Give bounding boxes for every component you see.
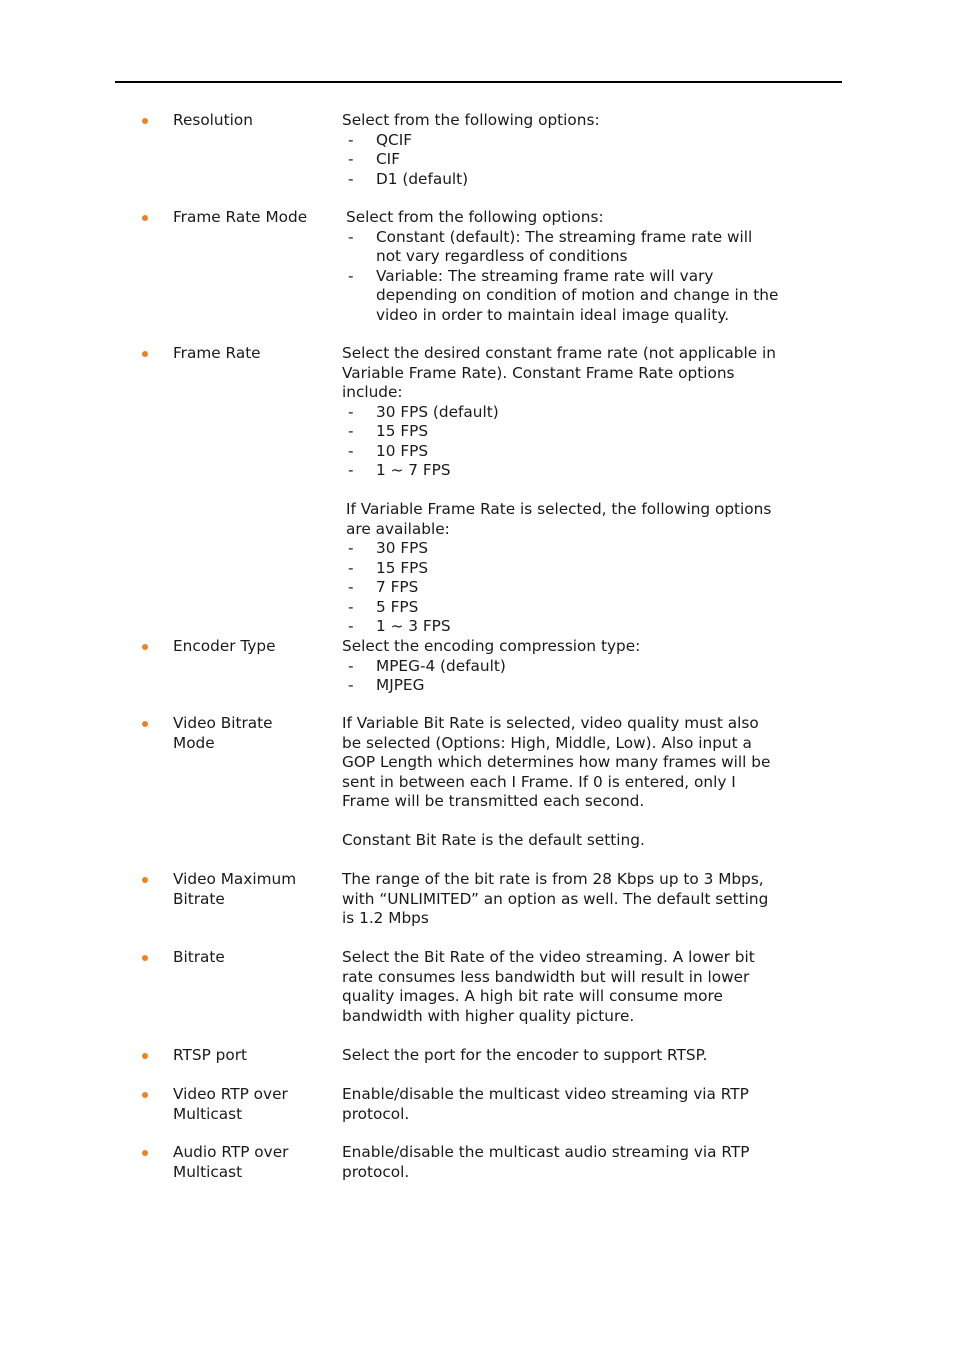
option-list-item — [342, 657, 812, 677]
description-paragraph — [342, 714, 812, 812]
description-line: If Variable Frame Rate is selected, the following options — [346, 500, 772, 518]
description-line: be selected (Options: High, Middle, Low). Also input a — [342, 733, 752, 752]
description-line: is 1.2 Mbps — [342, 909, 429, 927]
term-line: Bitrate — [173, 948, 225, 966]
option-line: - 30 FPS (default) — [376, 402, 499, 421]
option-line: depending on condition of motion and change in the — [376, 286, 779, 304]
description-line: sent in between each I Frame. If 0 is entered, only I — [342, 772, 736, 791]
bullet-icon — [142, 351, 148, 357]
term-label — [173, 870, 333, 909]
term-line: Video Maximum — [173, 870, 297, 888]
term-line: Audio RTP over — [173, 1143, 289, 1161]
option-list-item — [342, 442, 812, 462]
bullet-icon — [142, 118, 148, 124]
option-line: - MPEG-4 (default) — [376, 656, 506, 675]
bullet-icon — [142, 877, 148, 883]
option-list-item — [342, 422, 812, 442]
option-list-item — [342, 150, 812, 170]
term-line: Multicast — [173, 1104, 243, 1123]
description-line: The range of the bit rate is from 28 Kbps up to 3 Mbps, — [342, 870, 764, 888]
option-line: - 30 FPS — [376, 539, 429, 557]
description-line: quality images. A high bit rate will consume more — [342, 987, 723, 1005]
option-list-item — [342, 578, 812, 598]
term-line: Video Bitrate — [173, 714, 273, 732]
description-line: include: — [342, 383, 403, 401]
term-description — [342, 1046, 812, 1066]
option-line: not vary regardless of conditions — [376, 247, 628, 265]
description-line: Enable/disable the multicast audio streaming via RTP — [342, 1143, 750, 1161]
description-line: with “UNLIMITED” an option as well. The default setting — [342, 889, 769, 908]
term-label — [173, 637, 333, 657]
bullet-icon — [142, 215, 148, 221]
option-list-item — [342, 617, 812, 637]
term-line: Frame Rate — [173, 344, 261, 362]
option-line: - D1 (default) — [376, 169, 469, 188]
option-list-item — [342, 267, 812, 326]
bullet-icon — [142, 1150, 148, 1156]
term-line: Resolution — [173, 111, 253, 129]
description-line: Select from the following options: — [346, 208, 604, 226]
description-line: Enable/disable the multicast video streaming via RTP — [342, 1085, 749, 1103]
description-paragraph — [342, 1143, 812, 1182]
term-description — [342, 111, 812, 189]
description-line: GOP Length which determines how many frames will be — [342, 753, 771, 771]
option-line: - MJPEG — [376, 676, 425, 694]
term-label — [173, 344, 333, 364]
option-line: video in order to maintain ideal image quality. — [376, 305, 730, 324]
term-description — [342, 870, 812, 929]
term-line: Encoder Type — [173, 637, 276, 655]
option-line: - 15 FPS — [376, 422, 429, 440]
term-label — [173, 1046, 333, 1066]
bullet-icon — [142, 644, 148, 650]
description-paragraph — [342, 637, 812, 657]
option-line: - 1 ~ 7 FPS — [376, 461, 451, 479]
description-line: Constant Bit Rate is the default setting. — [342, 831, 645, 849]
bullet-icon — [142, 1053, 148, 1059]
option-line: - 10 FPS — [376, 441, 429, 460]
description-line: Select the encoding compression type: — [342, 637, 641, 655]
description-paragraph — [342, 1046, 812, 1066]
term-description — [342, 637, 812, 696]
term-description — [342, 344, 812, 637]
term-line: Bitrate — [173, 889, 225, 908]
description-line: Select from the following options: — [342, 111, 600, 129]
bullet-icon — [142, 955, 148, 961]
option-list-item — [342, 676, 812, 696]
description-line: Select the Bit Rate of the video streaming. A lower bit — [342, 948, 755, 966]
option-line: - 15 FPS — [376, 558, 429, 577]
term-description — [342, 1085, 812, 1124]
bullet-icon — [142, 1092, 148, 1098]
option-list-item — [342, 539, 812, 559]
option-list-item — [342, 403, 812, 423]
description-line: Frame will be transmitted each second. — [342, 792, 645, 810]
description-paragraph — [342, 870, 812, 929]
description-line: rate consumes less bandwidth but will result in lower — [342, 967, 750, 986]
term-label — [173, 111, 333, 131]
header-rule — [115, 81, 842, 83]
option-list-item — [342, 131, 812, 151]
option-line: - QCIF — [376, 130, 413, 149]
description-line: bandwidth with higher quality picture. — [342, 1006, 635, 1025]
bullet-icon — [142, 721, 148, 727]
option-line: - 5 FPS — [376, 597, 419, 616]
description-paragraph — [342, 111, 812, 131]
option-line: - Variable: The streaming frame rate will vary — [376, 266, 714, 285]
description-paragraph — [342, 208, 812, 228]
term-label — [173, 1143, 333, 1182]
option-line: - CIF — [376, 150, 400, 168]
term-line: RTSP port — [173, 1046, 248, 1064]
description-line: protocol. — [342, 1162, 410, 1181]
term-line: Frame Rate Mode — [173, 208, 308, 226]
term-label — [173, 208, 333, 228]
option-list-item — [342, 228, 812, 267]
description-line: protocol. — [342, 1104, 410, 1123]
term-description — [342, 714, 812, 851]
option-list-item — [342, 170, 812, 190]
description-line: Select the desired constant frame rate (not applicable in — [342, 344, 776, 362]
term-line: Video RTP over — [173, 1085, 288, 1103]
description-paragraph — [342, 948, 812, 1026]
term-label — [173, 1085, 333, 1124]
description-line: are available: — [346, 519, 450, 538]
description-paragraph — [342, 344, 812, 403]
description-line: Variable Frame Rate). Constant Frame Rate options — [342, 363, 735, 382]
description-line: Select the port for the encoder to support RTSP. — [342, 1046, 708, 1064]
description-note — [342, 831, 812, 851]
description-paragraph — [342, 1085, 812, 1124]
term-description — [342, 208, 812, 325]
option-list-item — [342, 461, 812, 481]
term-description — [342, 948, 812, 1026]
term-label — [173, 714, 333, 753]
option-line: - 1 ~ 3 FPS — [376, 617, 451, 635]
term-line: Multicast — [173, 1162, 243, 1181]
option-list-item — [342, 559, 812, 579]
description-note — [342, 500, 812, 539]
option-list-item — [342, 598, 812, 618]
description-line: If Variable Bit Rate is selected, video quality must also — [342, 714, 759, 732]
option-line: - 7 FPS — [376, 578, 419, 596]
term-description — [342, 1143, 812, 1182]
term-line: Mode — [173, 733, 215, 752]
term-label — [173, 948, 333, 968]
option-line: - Constant (default): The streaming frame rate will — [376, 227, 753, 246]
